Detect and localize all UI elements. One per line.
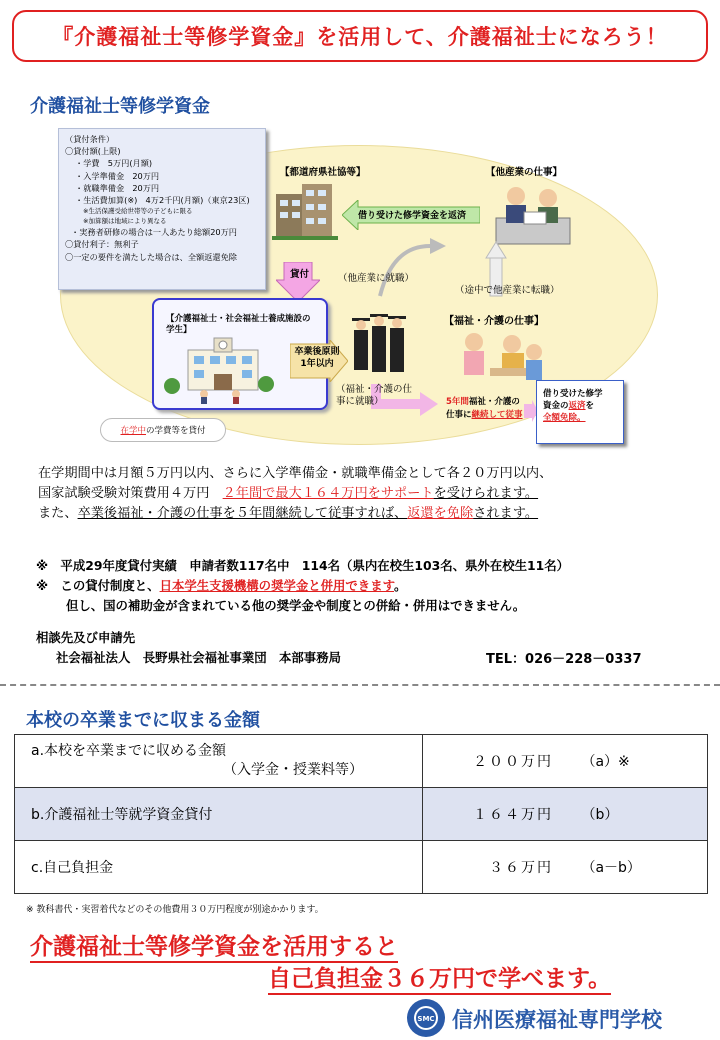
fee-label: c.自己負担金 [31,860,114,876]
desc-line-1: 在学期間中は月額５万円以内、さらに入学準備金・就職準備金として各２０万円以内、 [38,466,553,481]
school-label: 【介護福祉士・社会福祉士養成施設の学生】 [166,314,311,335]
note-restriction: 但し、国の補助金が含まれている他の奨学金や制度との併給・併用はできません。 [66,598,526,613]
logo-text: SMC [417,1015,435,1023]
fee-label-cell [15,841,423,894]
contact-tel: TEL：026－228－0337 [486,652,642,667]
exempt-repay: 返済 [568,401,586,411]
five-years-welfare: 福祉・介護の [468,397,520,407]
loan-line: 〇貸付利子：無利子 [65,239,139,250]
closing-line-1 [30,928,398,961]
prefecture-label: 【都道府県社協等】 [280,167,366,178]
to-welfare-label: （福祉・介護の仕事に就職） [336,384,413,407]
loan-conditions-box [58,128,266,290]
contact-label: 相談先及び申請先 [36,630,136,645]
fee-label-cell [15,735,423,788]
welfare-job-label: 【福祉・介護の仕事】 [444,316,544,327]
fee-code: （a－b） [581,860,641,876]
fee-code: （a）※ [581,754,630,770]
exemption-box [536,380,624,444]
desc-highlight: ２年間で最大１６４万円をサポート [222,486,434,501]
five-years-text [446,396,526,436]
table-row [15,788,708,841]
after-grad-label: 卒業後原則1年以内 [294,347,340,369]
transfer-label: （途中で他産業に転職） [455,285,560,296]
loan-line: 〇貸付額(上限) [65,146,121,157]
exempt-full: 全額免除。 [543,413,586,423]
five-years-job: 仕事に [446,410,472,420]
loan-note: ※生活保護受給世帯等の子どもに限る [83,207,193,216]
contact-org: 社会福祉法人 長野県社会福祉事業団 本部事務局 [56,650,341,665]
section-title-loan: 介護福祉士等修学資金 [30,96,210,117]
note-record: ※ 平成29年度貸付実績 申請者数117名中 114名（県内在校生103名、県外在校生11名） [36,558,570,573]
loan-line: ・入学準備金 20万円 [75,170,160,181]
fee-note: ※ 教科書代・実習着代などのその他費用３０万円程度が別途かかります。 [26,905,324,915]
desc-line-2 [38,484,538,503]
during-school-text: の学費等を貸付 [146,426,206,436]
desc-line-3 [38,504,538,523]
fee-label-cell [15,788,423,841]
desc-text: また、 [38,506,78,521]
fee-amount-cell [423,841,708,894]
fee-sublabel: （入学金・授業料等） [223,762,363,778]
section-title-fees: 本校の卒業までに収まる金額 [26,710,260,731]
desc-text: されます。 [473,506,539,521]
school-icon [164,336,274,404]
fee-amount-cell [423,735,708,788]
fee-label: b.介護福祉士等就学資金貸付 [31,807,213,823]
fee-amount: ２００万円 [473,754,553,770]
table-row [15,841,708,894]
five-years-continue: 継続して従事 [471,410,523,420]
closing-text: 自己負担金３６万円で学べます。 [268,966,611,995]
exempt-line: 資金の [543,401,569,411]
closing-text: 介護福祉士等修学資金を活用すると [30,934,398,963]
fee-amount-cell [423,788,708,841]
graduates-icon [350,306,416,378]
loan-line: 〇一定の要件を満たした場合は、全額返還免除 [65,251,237,262]
fee-label: a.本校を卒業までに収める金額 [31,743,227,759]
school-logo-icon [406,998,446,1038]
loan-line: （貸付条件） [65,134,115,144]
school-name: 信州医療福祉専門学校 [452,1008,662,1032]
desc-underline: 卒業後福祉・介護の仕事を５年間継続して従事すれば、 [77,506,408,521]
loan-note: ※加算額は地域により異なる [83,217,167,226]
table-row [15,735,708,788]
building-icon [272,180,342,242]
loan-line: ・就職準備金 20万円 [75,182,160,193]
other-job-label: 【他産業の仕事】 [486,167,563,178]
note-text: 。 [394,578,407,593]
desc-text: 国家試験受験対策費用４万円 [38,486,223,501]
caregivers-icon [452,328,548,392]
repay-label: 借り受けた修学資金を返済 [358,211,467,221]
note-combination [36,576,406,594]
headline-banner: 『介護福祉士等修学資金』を活用して、介護福祉士になろう！ [12,10,708,62]
loan-line: ・学費 5万円(月額) [75,158,153,169]
fee-amount: ３６万円 [489,860,553,876]
fee-code: （b） [581,807,619,823]
closing-line-2 [268,960,611,993]
desc-text: を受けられます。 [433,486,539,501]
during-school-red: 在学中 [120,426,146,436]
note-highlight: 日本学生支援機構の奨学金と併用できます [159,578,394,593]
loan-line: ・生活費加算(※) 4万2千円(月額)（東京23区) [75,195,250,206]
divider [0,684,720,686]
loan-line: ・実務者研修の場合は一人あたり総額20万円 [71,227,237,238]
exempt-line: を [585,401,595,411]
desc-highlight: 返還を免除 [407,506,474,521]
loan-arrow-label: 貸付 [290,269,310,280]
five-years-red: 5年間 [446,397,469,407]
during-school-cloud [100,418,226,442]
exempt-line: 借り受けた修学 [543,389,603,399]
fee-amount: １６４万円 [473,807,553,823]
to-other-job-label: （他産業に就職） [338,273,415,284]
fee-table [14,734,708,894]
note-text: ※ この貸付制度と、 [36,578,160,593]
